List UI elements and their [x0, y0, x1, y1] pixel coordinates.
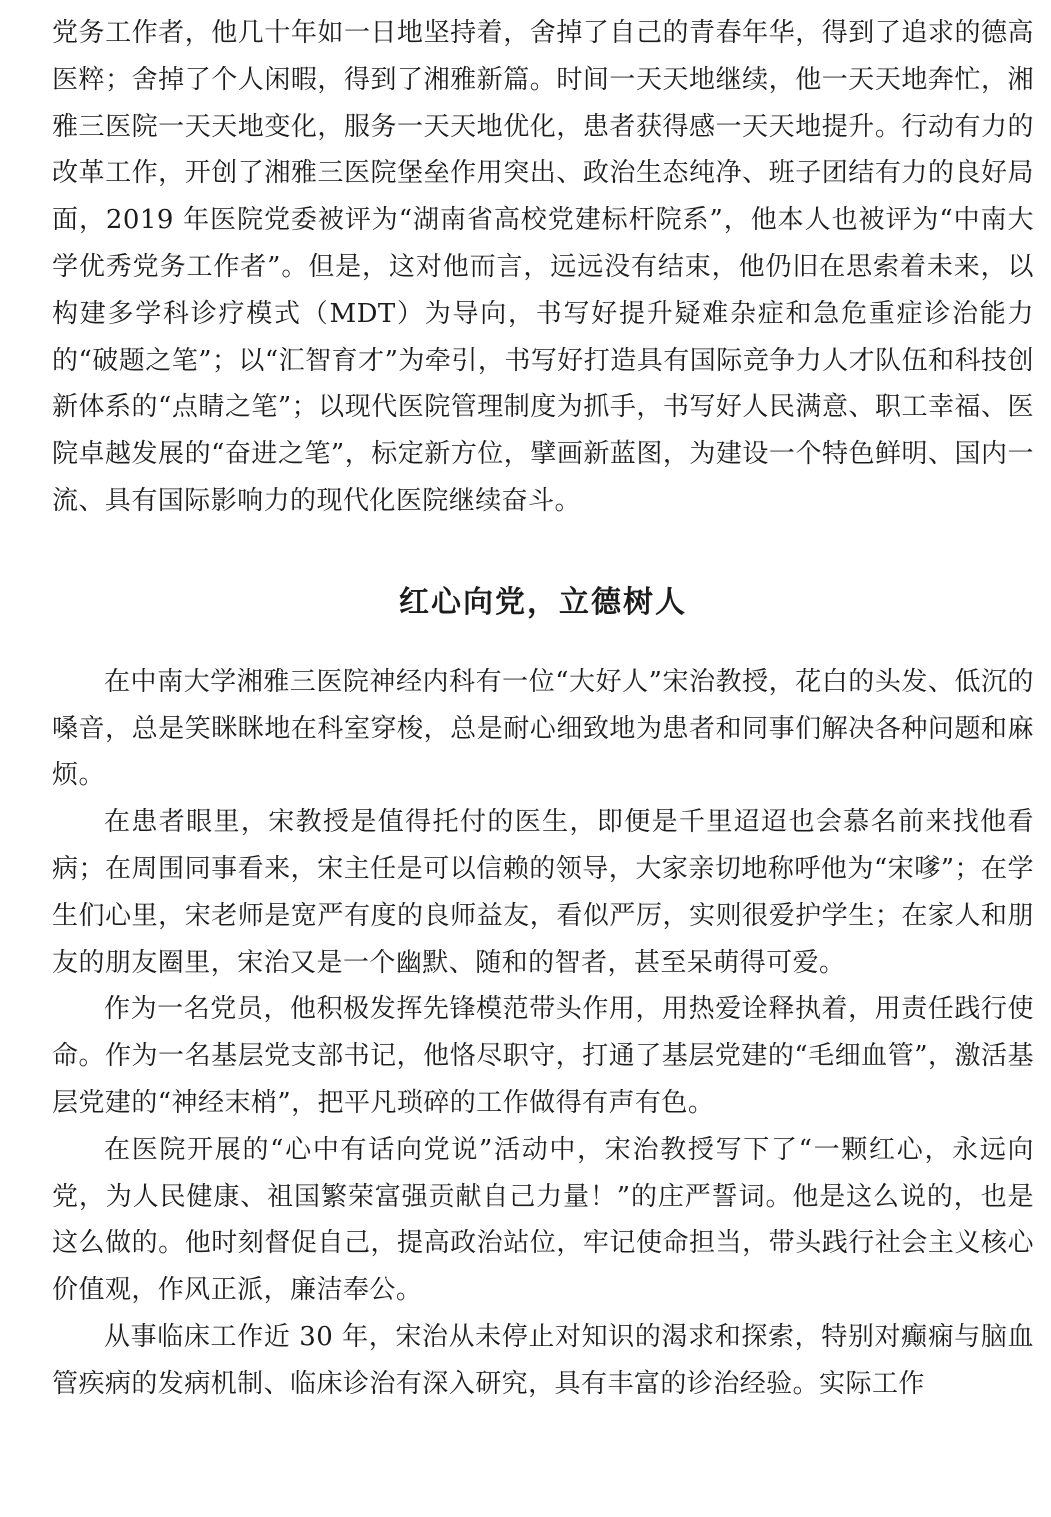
paragraph-clinical-work: 从事临床工作近 30 年，宋治从未停止对知识的渴求和探索，特别对癫痫与脑血管疾病的发病机制、临床诊治有深入研究，具有丰富的诊治经验。实际工作	[52, 1321, 1034, 1399]
paragraph-pledge: 在医院开展的“心中有话向党说”活动中，宋治教授写下了“一颗红心，永远向党，为人民健康、祖国繁荣富强贡献自己力量！”的庄严誓词。他是这么说的，也是这么做的。他时刻督促自己，提高政治站位，牢记使命担当，带头践行社会主义核心价值观，作风正派，廉洁奉公。	[52, 1134, 1034, 1306]
paragraph-continued: 党务工作者，他几十年如一日地坚持着，舍掉了自己的青春年华，得到了追求的德高医粹；舍掉了个人闲暇，得到了湘雅新篇。时间一天天地继续，他一天天地奔忙，湘雅三医院一天天地变化，服务一天天地优化，患者获得感一天天地提升。行动有力的改革工作，开创了湘雅三医院堡垒作用突出、政治生态纯净、班子团结有力的良好局面，2019 年医院党委被评为“湖南省高校党建标杆院系”，他本人也被评为“中南大学优秀党务工作者”。但是，这对他而言，远远没有结束，他仍旧在思索着未来，以构建多学科诊疗模式（MDT）为导向，书写好提升疑难杂症和急危重症诊治能力的“破题之笔”；以“汇智育才”为牵引，书写好打造具有国际竞争力人才队伍和科技创新体系的“点睛之笔”；以现代医院管理制度为抓手，书写好人民满意、职工幸福、医院卓越发展的“奋进之笔”，标定新方位，擘画新蓝图，为建设一个特色鲜明、国内一流、具有国际影响力的现代化医院继续奋斗。	[52, 18, 1034, 516]
spacer	[52, 623, 1034, 659]
paragraph-intro: 在中南大学湘雅三医院神经内科有一位“大好人”宋治教授，花白的头发、低沉的嗓音，总是笑眯眯地在科室穿梭，总是耐心细致地为患者和同事们解决各种问题和麻烦。	[52, 666, 1034, 791]
paragraph-party-member: 作为一名党员，他积极发挥先锋模范带头作用，用热爱诠释执着，用责任践行使命。作为一名基层党支部书记，他恪尽职守，打通了基层党建的“毛细血管”，激活基层党建的“神经末梢”，把平凡琐碎的工作做得有声有色。	[52, 994, 1034, 1118]
section-title: 红心向党，立德树人	[399, 584, 687, 620]
paragraph-perceptions: 在患者眼里，宋教授是值得托付的医生，即便是千里迢迢也会慕名前来找他看病；在周围同事看来，宋主任是可以信赖的领导，大家亲切地称呼他为“宋嗲”；在学生们心里，宋老师是宽严有度的良师益友，看似严厉，实则很爱护学生；在家人和朋友的朋友圈里，宋治又是一个幽默、随和的智者，甚至呆萌得可爱。	[52, 807, 1034, 978]
spacer	[52, 525, 1034, 583]
document-page	[52, 10, 1034, 1408]
